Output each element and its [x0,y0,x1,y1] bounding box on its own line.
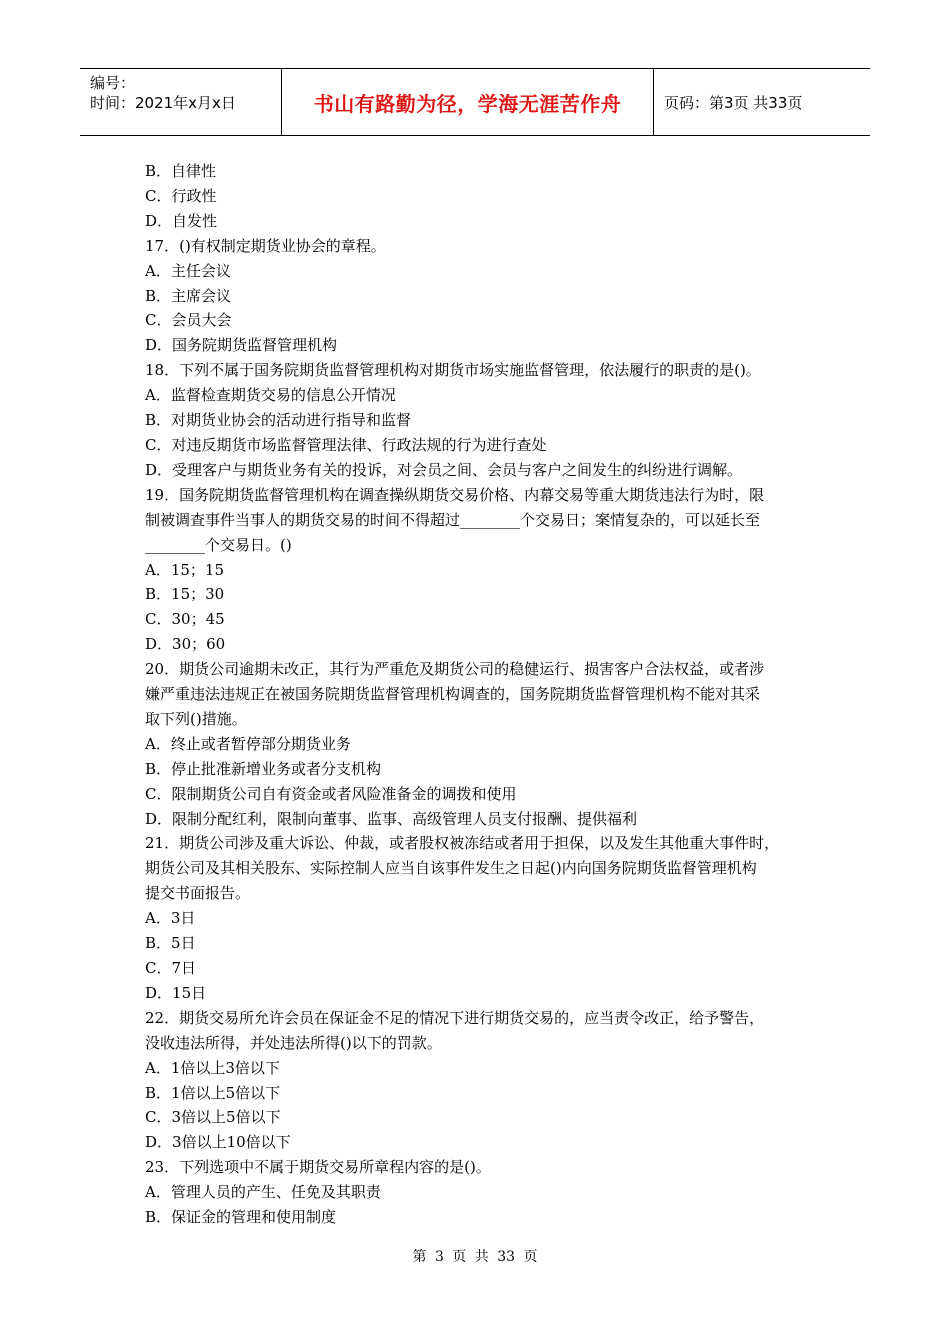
document-line: 没收违法所得，并处违法所得()以下的罚款。 [145,1033,442,1052]
document-line: D．15日 [145,983,207,1002]
document-line: A．监督检查期货交易的信息公开情况 [145,386,396,405]
document-line: C．限制期货公司自有资金或者风险准备金的调拨和使用 [145,784,517,803]
document-line: D．3倍以上10倍以下 [145,1133,291,1152]
document-line: 22．期货交易所允许会员在保证金不足的情况下进行期货交易的，应当责令改正，给予警告， [145,1008,765,1027]
document-line: C．对违反期货市场监督管理法律、行政法规的行为进行查处 [145,435,547,454]
document-line: B．对期货业协会的活动进行指导和监督 [145,411,412,430]
document-line: B．保证金的管理和使用制度 [145,1208,337,1227]
document-line: 17．()有权制定期货业协会的章程。 [145,236,386,255]
document-line: A．1倍以上3倍以下 [145,1058,280,1077]
document-line: C．行政性 [145,186,217,205]
document-line: 19．国务院期货监督管理机构在调查操纵期货交易价格、内幕交易等重大期货违法行为时，限 [145,485,765,504]
document-line: 提交书面报告。 [145,884,251,903]
header-page-info: 页码：第3页 共33页 [664,93,803,112]
document-line: B．停止批准新增业务或者分支机构 [145,759,382,778]
document-line: B．主席会议 [145,286,232,305]
document-line: C．3倍以上5倍以下 [145,1108,281,1127]
document-line: 制被调查事件当事人的期货交易的时间不得超过________个交易日；案情复杂的，可以延长至 [145,510,761,529]
document-line: C．会员大会 [145,311,232,330]
document-line: D．自发性 [145,211,218,230]
document-line: A．15；15 [145,560,225,579]
document-line: 期货公司及其相关股东、实际控制人应当自该事件发生之日起()内向国务院期货监督管理机构 [145,859,757,878]
document-time: 时间：2021年x月x日 [90,94,236,112]
document-line: B．15；30 [145,585,225,604]
document-line: A．主任会议 [145,261,231,280]
document-line: 23．下列选项中不属于期货交易所章程内容的是()。 [145,1158,491,1177]
document-number: 编号： [90,74,136,92]
document-line: C．30；45 [145,610,225,629]
document-line: B．1倍以上5倍以下 [145,1083,281,1102]
document-line: C．7日 [145,959,197,977]
document-line: 取下列()措施。 [145,709,247,728]
document-line: A．终止或者暂停部分期货业务 [145,734,351,753]
document-line: 18．下列不属于国务院期货监督管理机构对期货市场实施监督管理，依法履行的职责的是()。 [145,361,761,380]
document-body [145,159,815,1230]
document-line: D．受理客户与期货业务有关的投诉，对会员之间、会员与客户之间发生的纠纷进行调解。 [145,460,743,479]
document-line: D．限制分配红利，限制向董事、监事、高级管理人员支付报酬、提供福利 [145,809,638,828]
document-line: D．国务院期货监督管理机构 [145,336,338,355]
page-header [80,68,870,136]
header-meta [80,69,282,135]
document-line: A．3日 [145,909,196,928]
document-line: B．自律性 [145,162,217,180]
document-line: 20．期货公司逾期未改正，其行为严重危及期货公司的稳健运行、损害客户合法权益，或者涉 [145,660,765,679]
document-line: 21．期货公司涉及重大诉讼、仲裁，或者股权被冻结或者用于担保，以及发生其他重大事件时， [145,834,780,853]
document-line: B．5日 [145,934,196,953]
document-line: A．管理人员的产生、任免及其职责 [145,1183,381,1202]
header-motto: 书山有路勤为径，学海无涯苦作舟 [282,69,654,135]
document-line: 嫌严重违法违规正在被国务院期货监督管理机构调查的，国务院期货监督管理机构不能对其采 [145,685,761,704]
page-footer: 第 3 页 共 33 页 [412,1249,538,1265]
document-line: ________个交易日。() [145,535,292,554]
document-line: D．30；60 [145,635,226,654]
